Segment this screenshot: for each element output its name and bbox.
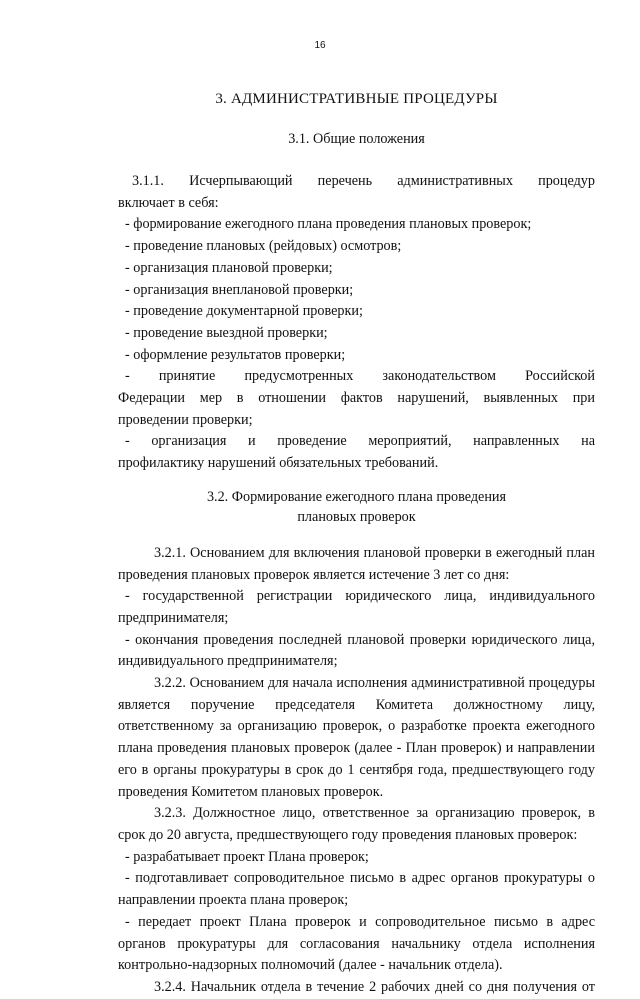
list-item-prevention-line2: профилактику нарушений обязательных требований. bbox=[118, 455, 439, 472]
paragraph-3-1-1-line2: включает в себя: bbox=[118, 194, 219, 211]
list-item-prevention-line1: - организация и проведение мероприятий, направленных на bbox=[125, 433, 595, 450]
section-title: 3. АДМИНИСТРАТИВНЫЕ ПРОЦЕДУРЫ bbox=[215, 91, 498, 107]
paragraph-3-2-4: 3.2.4. Начальник отдела в течение 2 рабочих дней со дня получения от bbox=[154, 978, 595, 995]
page-number: 16 bbox=[314, 40, 326, 51]
paragraph-3-2-3-item-c: - передает проект Плана проверок и сопроводительное письмо в адрес органов прокуратуры для согласования начальнику отдела исполнения контрольно-надзорных полномочий (далее - начальник отдела). bbox=[118, 913, 595, 974]
paragraph-3-1-1-line1: 3.1.1. Исчерпывающий перечень административных процедур bbox=[132, 173, 595, 189]
subsection-3-1-title: 3.1. Общие положения bbox=[288, 131, 425, 147]
paragraph-3-2-3-item-a: - разрабатывает проект Плана проверок; bbox=[125, 848, 369, 865]
list-item: - оформление результатов проверки; bbox=[125, 346, 346, 363]
paragraph-3-2-3: 3.2.3. Должностное лицо, ответственное за организацию проверок, в срок до 20 августа, предшествующего году проведения плановых проверок: bbox=[118, 805, 595, 843]
list-item: - формирование ежегодного плана проведения плановых проверок; bbox=[125, 216, 532, 233]
paragraph-3-2-2: 3.2.2. Основанием для начала исполнения административной процедуры является поручение председателя Комитета должностному лицу, ответственному за организацию проверок, о разработке проекта ежегодного плана проведения плановых проверок (далее - План проверок) и направлении его в органы прокуратуры в срок до 1 сентября года, предшествующего году проведения Комитетом плановых проверок. bbox=[118, 675, 595, 800]
subsection-3-2-title bbox=[118, 487, 595, 527]
list-item: - проведение выездной проверки; bbox=[125, 324, 328, 341]
page-content bbox=[118, 88, 595, 999]
list-item-measures-line3: проведении проверки; bbox=[118, 411, 253, 428]
list-item-measures-line2: Федерации мер в отношении фактов нарушений, выявленных при bbox=[118, 390, 595, 407]
subsection-3-2-title-line2: плановых проверок bbox=[297, 508, 416, 525]
paragraph-3-2-3-item-b: - подготавливает сопроводительное письмо в адрес органов прокуратуры о направлении проекта плана проверок; bbox=[118, 870, 595, 909]
list-item-measures-line1: - принятие предусмотренных законодательством Российской bbox=[125, 368, 595, 385]
list-item: - организация внеплановой проверки; bbox=[125, 281, 354, 298]
list-item: - проведение документарной проверки; bbox=[125, 303, 363, 320]
list-item: - организация плановой проверки; bbox=[125, 259, 333, 276]
subsection-3-2-title-line1: 3.2. Формирование ежегодного плана проведения bbox=[206, 488, 507, 505]
list-item: - проведение плановых (рейдовых) осмотров; bbox=[125, 238, 402, 255]
paragraph-3-2-1-item-b: - окончания проведения последней плановой проверки юридического лица, индивидуального предпринимателя; bbox=[118, 631, 595, 670]
paragraph-3-2-1-item-a: - государственной регистрации юридического лица, индивидуального предпринимателя; bbox=[118, 588, 595, 626]
paragraph-3-2-1: 3.2.1. Основанием для включения плановой проверки в ежегодный план проведения плановых проверок является истечение 3 лет со дня: bbox=[118, 544, 595, 583]
